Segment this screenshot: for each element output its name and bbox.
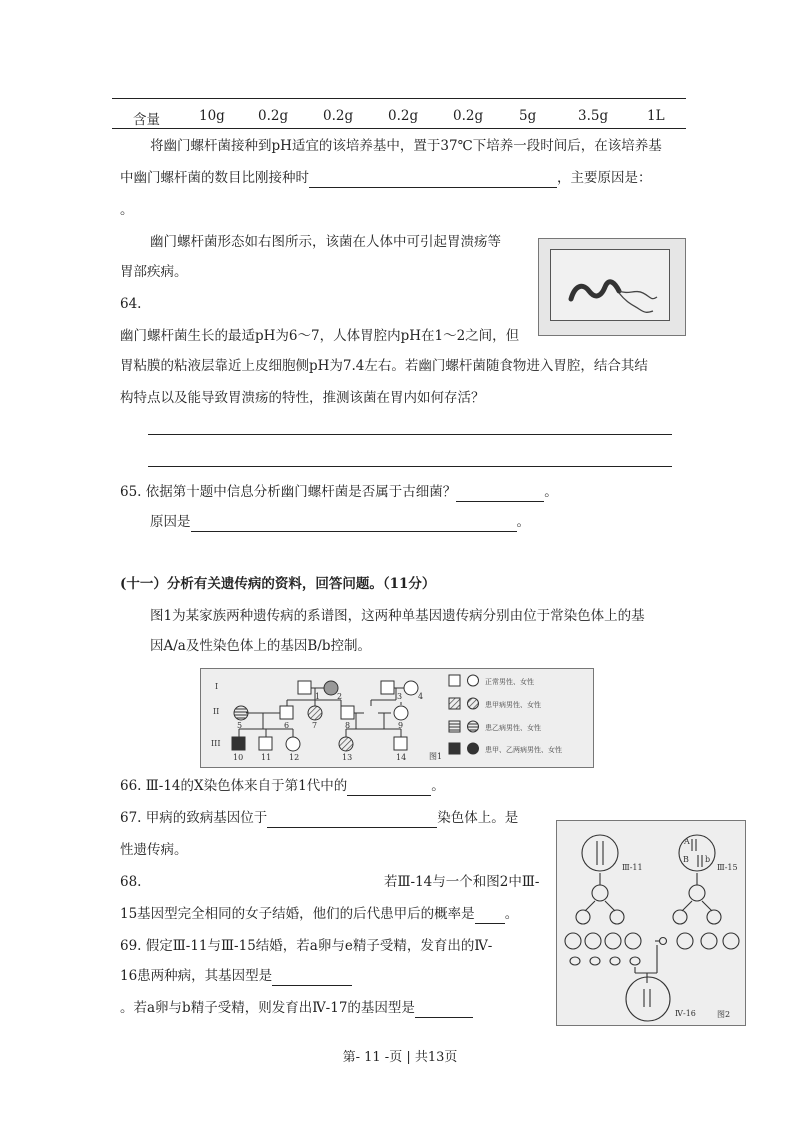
answer-blank[interactable] xyxy=(456,486,544,502)
helicobacter-icon xyxy=(539,239,685,335)
page-footer: 第- 11 -页 | 共13页 xyxy=(342,1050,458,1065)
section-heading: (十一）分析有关遗传病的资料，回答问题。（11分） xyxy=(120,576,436,592)
figure-caption: 图1 xyxy=(429,752,443,761)
individual-number: 9 xyxy=(398,721,404,730)
paragraph: 幽门螺杆菌形态如右图所示，该菌在人体中可引起胃溃疡等 xyxy=(150,234,501,250)
gamete-diagram xyxy=(556,820,746,1026)
legend-label: 患甲病男性、女性 xyxy=(485,701,541,709)
answer-blank[interactable] xyxy=(267,812,437,828)
paragraph: 构特点以及能导致胃溃疡的特性，推测该菌在胃内如何存活？ xyxy=(120,390,485,406)
paragraph: 中幽门螺杆菌的数目比刚接种时 ，主要原因是： xyxy=(120,170,652,186)
legend-label: 患甲、乙两病男性、女性 xyxy=(485,746,562,754)
table-cell: 0.2g xyxy=(258,108,289,124)
individual-number: 3 xyxy=(397,692,403,701)
individual-number: 12 xyxy=(289,753,300,762)
paragraph: 66. Ⅲ-14的X染色体来自于第1代中的 。 xyxy=(120,778,445,794)
legend-label: 患乙病男性、女性 xyxy=(485,724,541,732)
paragraph: 原因是 。 xyxy=(150,514,530,530)
paragraph: 。若a卵与b精子受精，则发育出Ⅳ-17的基因型是 xyxy=(120,998,473,1018)
gene-label: A xyxy=(684,837,690,846)
table-cell: 5g xyxy=(519,108,537,124)
gene-label: b xyxy=(705,855,711,864)
individual-number: 4 xyxy=(418,692,424,701)
paragraph: 。 xyxy=(120,202,134,218)
individual-number: 2 xyxy=(337,692,343,701)
paragraph: 65. 依据第十题中信息分析幽门螺杆菌是否属于古细菌？ 。 xyxy=(120,484,558,500)
pedigree-figure xyxy=(200,668,594,768)
cell-label: Ⅳ-16 xyxy=(675,1009,696,1018)
paragraph: 将幽门螺杆菌接种到pH适宜的该培养基中，置于37℃下培养一段时间后，在该培养基 xyxy=(150,138,662,154)
gene-label: B xyxy=(683,855,689,864)
answer-line[interactable] xyxy=(148,466,672,467)
paragraph: 胃粘膜的粘液层靠近上皮细胞侧pH为7.4左右。若幽门螺杆菌随食物进入胃腔，结合其结 xyxy=(120,358,648,374)
individual-number: 11 xyxy=(261,753,272,762)
table-cell: 1L xyxy=(647,108,665,124)
cell-label: Ⅲ-11 xyxy=(622,863,643,872)
table-cell: 3.5g xyxy=(578,108,609,124)
answer-blank[interactable] xyxy=(415,1002,473,1018)
answer-blank[interactable] xyxy=(347,780,431,796)
paragraph: 若Ⅲ-14与一个和图2中Ⅲ- xyxy=(384,874,540,890)
cell-label: Ⅲ-15 xyxy=(717,863,738,872)
paragraph: 胃部疾病。 xyxy=(120,264,188,280)
table-row-label: 含量 xyxy=(133,112,160,128)
individual-number: 8 xyxy=(345,721,351,730)
table-cell: 0.2g xyxy=(323,108,354,124)
figure-caption: 图2 xyxy=(717,1010,731,1019)
individual-number: 5 xyxy=(237,721,243,730)
answer-blank[interactable] xyxy=(475,908,505,924)
paragraph: 图1为某家族两种遗传病的系谱图，这两种单基因遗传病分别由位于常染色体上的基 xyxy=(150,608,645,624)
paragraph: 因A/a及性染色体上的基因B/b控制。 xyxy=(150,638,371,654)
generation-label: III xyxy=(211,739,221,748)
generation-label: I xyxy=(215,682,219,691)
answer-blank[interactable] xyxy=(272,970,352,986)
paragraph: 幽门螺杆菌生长的最适pH为6～7，人体胃腔内pH在1～2之间，但 xyxy=(120,328,520,344)
paragraph: 67. 甲病的致病基因位于 染色体上。是 xyxy=(120,810,519,826)
table-cell: 0.2g xyxy=(388,108,419,124)
individual-number: 7 xyxy=(312,721,318,730)
individual-number: 13 xyxy=(342,753,353,762)
table-top-rule xyxy=(112,98,686,99)
answer-line[interactable] xyxy=(148,434,672,435)
paragraph: 16患两种病，其基因型是 xyxy=(120,966,352,986)
individual-number: 10 xyxy=(233,753,244,762)
individual-number: 14 xyxy=(396,753,407,762)
answer-blank[interactable] xyxy=(309,172,557,188)
individual-number: 6 xyxy=(284,721,290,730)
answer-blank[interactable] xyxy=(191,516,517,532)
question-number: 68. xyxy=(120,874,142,890)
paragraph: 15基因型完全相同的女子结婚，他们的后代患甲后的概率是 。 xyxy=(120,906,519,922)
bacterium-figure xyxy=(538,238,686,336)
legend-label: 正常男性、女性 xyxy=(485,678,534,686)
table-bottom-rule xyxy=(112,128,686,129)
paragraph: 69. 假定Ⅲ-11与Ⅲ-15结婚，若a卵与e精子受精，发育出的Ⅳ- xyxy=(120,938,493,954)
meiosis-chart xyxy=(557,821,745,1025)
individual-number: 1 xyxy=(315,692,321,701)
table-cell: 0.2g xyxy=(453,108,484,124)
paragraph: 性遗传病。 xyxy=(120,842,188,858)
question-number: 64. xyxy=(120,296,142,312)
table-cell: 10g xyxy=(199,108,225,124)
generation-label: II xyxy=(213,707,220,716)
